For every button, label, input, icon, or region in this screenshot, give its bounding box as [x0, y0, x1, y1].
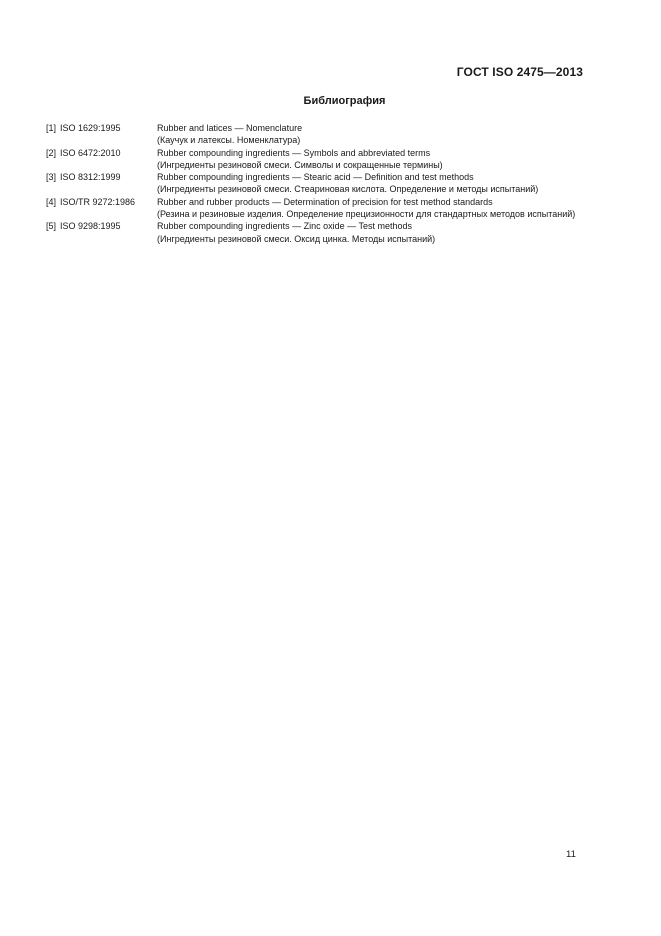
- section-title: Библиография: [303, 95, 386, 107]
- entry-title-ru: (Ингредиенты резиновой смеси. Символы и сокращенные термины): [157, 159, 443, 170]
- entry-title-en: Rubber and latices — Nomenclature: [157, 123, 303, 133]
- entry-number: [3]: [46, 172, 57, 183]
- entry-title-en: Rubber compounding ingredients — Zinc oxide — Test methods: [157, 221, 412, 232]
- entry-title-ru: (Резина и резиновые изделия. Определение прецизионности для стандартных методов испытаний): [157, 209, 576, 220]
- bibliography-entry: [46, 122, 586, 147]
- bibliography-entry: [46, 147, 586, 172]
- bibliography-entry: [46, 196, 586, 221]
- entry-number: [2]: [46, 147, 57, 158]
- entry-reference: ISO 8312:1999: [60, 172, 121, 183]
- entry-title-ru: (Каучук и латексы. Номенклатура): [157, 135, 301, 146]
- entry-reference: ISO 9298:1995: [60, 221, 121, 232]
- entry-number: [5]: [46, 221, 57, 232]
- document-code: ГОСТ ISO 2475—2013: [456, 65, 583, 79]
- entry-reference: ISO/TR 9272:1986: [60, 196, 136, 207]
- entry-number: [1]: [46, 123, 57, 133]
- entry-title-en: Rubber compounding ingredients — Stearic acid — Definition and test methods: [157, 172, 474, 183]
- entry-title-en: Rubber and rubber products — Determination of precision for test method standards: [157, 196, 493, 207]
- entry-title-ru: (Ингредиенты резиновой смеси. Стеариновая кислота. Определение и методы испытаний): [157, 184, 539, 195]
- entry-reference: ISO 6472:2010: [60, 147, 121, 158]
- entry-number: [4]: [46, 196, 57, 207]
- entry-reference: ISO 1629:1995: [60, 123, 121, 133]
- bibliography-entry: [46, 220, 586, 245]
- page-number: 11: [566, 849, 576, 860]
- entry-title-ru: (Ингредиенты резиновой смеси. Оксид цинка. Методы испытаний): [157, 233, 436, 244]
- bibliography-list: [46, 122, 586, 245]
- entry-title-en: Rubber compounding ingredients — Symbols and abbreviated terms: [157, 147, 431, 158]
- bibliography-entry: [46, 171, 586, 196]
